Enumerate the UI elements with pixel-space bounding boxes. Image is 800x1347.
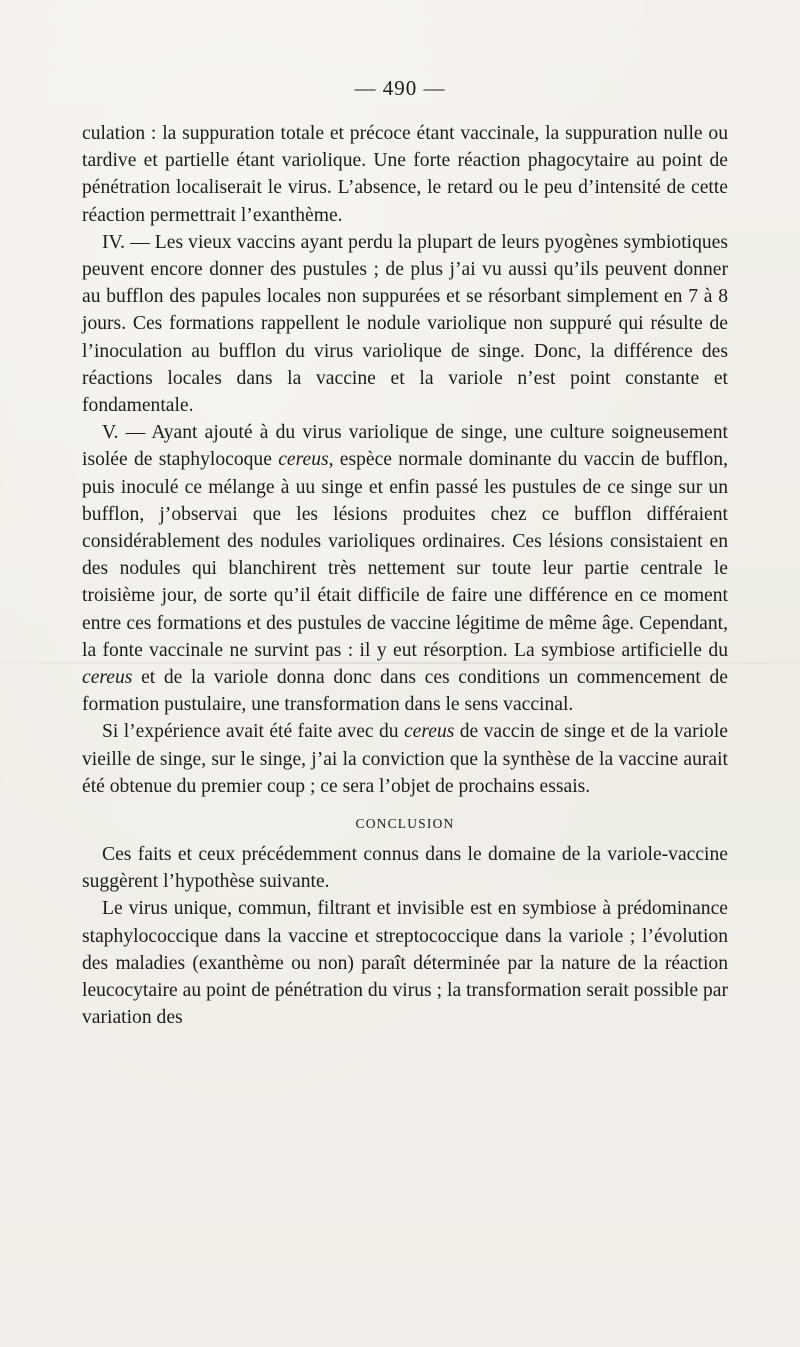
paragraph-conclusion-intro: Ces faits et ceux précédemment connus dans le domaine de la variole-vaccine suggèrent l’hypothèse suivante.: [82, 844, 728, 893]
paragraph-v-part-a: V. — Ayant ajouté à du virus variolique de singe, une culture soigneusement isolée de staphylocoque: [82, 422, 728, 471]
paragraph-iv: IV. — Les vieux vaccins ayant perdu la plupart de leurs pyogènes symbiotiques peuvent encore donner des pustules ; de plus j’ai vu aussi qu’ils peuvent donner au bufflon des papules locales non suppurées et se résorbant simplement en 7 à 8 jours. Ces formations rappellent le nodule variolique non suppuré qui résulte de l’inoculation au bufflon du virus variolique de singe. Donc, la différence des réactions locales dans la vaccine et la variole n’est point constante et fondamentale.: [82, 231, 728, 417]
species-name-italic: cereus: [278, 449, 329, 471]
body-text: [82, 120, 728, 1032]
species-name-italic: cereus: [403, 721, 455, 743]
paragraph-experiment: [82, 718, 728, 800]
conclusion-heading: CONCLUSION: [355, 816, 455, 832]
page-number: — 490 —: [354, 76, 446, 100]
paragraph-v-part-b: , espèce normale dominante du vaccin de bufflon, puis inoculé ce mélange à uu singe et enfin passé les pustules de ce singe sur un bufflon, j’observai que les lésions produites chez ce bufflon différaient considérablement des nodules varioliques ordinaires. Ces lésions consistaient en des nodules qui blanchirent très nettement sur toute leur partie centrale le troisième jour, de sorte qu’il était difficile de faire une différence en ce moment entre ces formations et des pustules de vaccine légitime de même âge. Cependant, la fonte vaccinale ne survint pas : il y eut résorption. La symbiose artificielle du: [82, 449, 728, 661]
species-name-italic: cereus: [82, 667, 133, 689]
paragraph-continuation: culation : la suppuration totale et précoce étant vaccinale, la suppuration nulle ou tardive et partielle étant variolique. Une forte réaction phagocytaire au point de pénétration localiserait le virus. L’absence, le retard ou le peu d’intensité de cette réaction permettrait l’exanthème.: [82, 123, 728, 226]
paragraph-experiment-part-a: Si l’expérience avait été faite avec du: [102, 721, 404, 743]
paragraph-experiment-part-b: de vaccin de singe et de la variole vieille de singe, sur le singe, j’ai la conviction que la synthèse de la vaccine aurait été obtenue du premier coup ; ce sera l’objet de prochains essais.: [82, 721, 728, 797]
paragraph-v: [82, 419, 728, 718]
paragraph-hypothesis: Le virus unique, commun, filtrant et invisible est en symbiose à prédominance staphylococcique dans la vaccine et streptococcique dans la variole ; l’évolution des maladies (exanthème ou non) paraît déterminée par la nature de la réaction leucocytaire au point de pénétration du virus ; la transformation serait possible par variation des: [82, 898, 728, 1029]
paragraph-v-part-c: et de la variole donna donc dans ces conditions un commencement de formation pustulaire, une transformation dans le sens vaccinal.: [82, 667, 728, 716]
